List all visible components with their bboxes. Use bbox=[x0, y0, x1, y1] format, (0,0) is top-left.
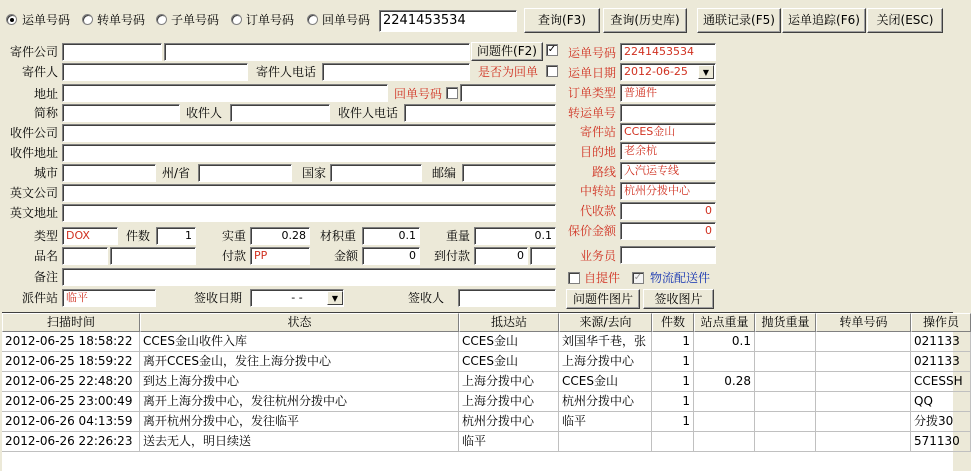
receiver-phone-label: 收件人电话 bbox=[338, 106, 399, 120]
radio-return-no[interactable] bbox=[307, 14, 318, 25]
cell-source-dest: 临平 bbox=[559, 412, 652, 432]
radio-return-no-label: 回单号码 bbox=[322, 13, 371, 27]
cell-pieces bbox=[652, 432, 694, 452]
short-name-field[interactable] bbox=[62, 104, 180, 122]
volweight-label: 材积重 bbox=[320, 229, 357, 243]
cell-bulk-weight bbox=[755, 392, 816, 412]
city-label: 城市 bbox=[33, 166, 58, 180]
cell-station-weight bbox=[694, 352, 755, 372]
is-return-checkbox[interactable] bbox=[546, 65, 558, 77]
sender-field[interactable] bbox=[62, 63, 248, 81]
cell-operator: 分拨30 bbox=[911, 412, 971, 432]
transfer-label: 转运单号 bbox=[567, 106, 616, 120]
remark-field[interactable] bbox=[62, 268, 556, 286]
goods-code-field[interactable] bbox=[62, 247, 108, 265]
cell-operator: QQ bbox=[911, 392, 971, 412]
cell-status: 到达上海分拨中心 bbox=[140, 372, 459, 392]
cell-bulk-weight bbox=[755, 332, 816, 352]
pieces-field[interactable]: 1 bbox=[156, 227, 196, 245]
cell-source-dest: 上海分拨中心 bbox=[559, 352, 652, 372]
pay-field[interactable]: PP bbox=[250, 247, 310, 265]
state-field[interactable] bbox=[198, 164, 292, 182]
cell-transfer-no bbox=[816, 412, 911, 432]
signer-label: 签收人 bbox=[408, 291, 445, 305]
cell-bulk-weight bbox=[755, 412, 816, 432]
radio-transfer-no-label: 转单号码 bbox=[97, 13, 146, 27]
tracking-table bbox=[2, 312, 963, 471]
order-type-label: 订单类型 bbox=[567, 86, 616, 100]
radio-order-no-label: 订单号码 bbox=[246, 13, 295, 27]
chargeweight-field[interactable]: 0.1 bbox=[474, 227, 556, 245]
en-company-field[interactable] bbox=[62, 184, 556, 202]
cod-extra-field[interactable] bbox=[530, 247, 556, 265]
header-pieces[interactable]: 件数 bbox=[652, 313, 694, 332]
cell-bulk-weight bbox=[755, 352, 816, 372]
volweight-field[interactable]: 0.1 bbox=[362, 227, 420, 245]
route-label: 路线 bbox=[591, 165, 616, 179]
insured-label: 保价金额 bbox=[567, 224, 616, 238]
cell-arrival: 临平 bbox=[459, 432, 559, 452]
zip-label: 邮编 bbox=[432, 166, 457, 180]
return-no-field[interactable] bbox=[460, 84, 556, 102]
type-label: 类型 bbox=[33, 229, 58, 243]
cell-station-weight bbox=[694, 432, 755, 452]
cell-transfer-no bbox=[816, 392, 911, 412]
transit-label: 中转站 bbox=[579, 184, 616, 198]
sender-phone-field[interactable] bbox=[322, 63, 470, 81]
sender-company-field[interactable] bbox=[164, 43, 470, 61]
chevron-down-icon[interactable]: ▼ bbox=[327, 291, 343, 305]
type-field[interactable]: DOX bbox=[62, 227, 118, 245]
sender-label: 寄件人 bbox=[21, 65, 58, 79]
waybill-label: 运单号码 bbox=[567, 46, 616, 60]
send-station-label: 寄件站 bbox=[579, 125, 616, 139]
transfer-field[interactable] bbox=[620, 104, 716, 122]
cell-scan-time: 2012-06-26 22:26:23 bbox=[2, 432, 140, 452]
amount-label: 金额 bbox=[334, 249, 359, 263]
goods-label: 品名 bbox=[33, 249, 58, 263]
cell-transfer-no bbox=[816, 352, 911, 372]
cell-operator: 571130 bbox=[911, 432, 971, 452]
return-no-label: 回单号码 bbox=[394, 87, 443, 101]
radio-transfer-no[interactable] bbox=[82, 14, 93, 25]
header-source-dest[interactable]: 来源/去向 bbox=[559, 313, 652, 332]
header-arrival[interactable]: 抵达站 bbox=[459, 313, 559, 332]
receiver-label: 收件人 bbox=[186, 106, 223, 120]
cell-pieces: 1 bbox=[652, 372, 694, 392]
cell-station-weight bbox=[694, 412, 755, 432]
radio-order-no[interactable] bbox=[231, 14, 242, 25]
cell-scan-time: 2012-06-25 23:00:49 bbox=[2, 392, 140, 412]
cell-source-dest: 刘国华千巷，张 bbox=[559, 332, 652, 352]
cell-transfer-no bbox=[816, 332, 911, 352]
signer-field[interactable] bbox=[458, 289, 556, 307]
state-label: 州/省 bbox=[162, 166, 191, 180]
self-pick-checkbox[interactable] bbox=[568, 272, 580, 284]
remark-label: 备注 bbox=[33, 270, 58, 284]
cell-arrival: 上海分拨中心 bbox=[459, 392, 559, 412]
date-field[interactable]: 2012-06-25 bbox=[620, 63, 716, 81]
waybill-track-button[interactable]: 运单追踪(F6) bbox=[782, 8, 866, 33]
logistics-label: 物流配送件 bbox=[650, 271, 711, 285]
country-field[interactable] bbox=[330, 164, 422, 182]
waybill-field[interactable]: 2241453534 bbox=[620, 43, 716, 61]
cell-transfer-no bbox=[816, 432, 911, 452]
cell-arrival: 杭州分拨中心 bbox=[459, 412, 559, 432]
sign-image-button[interactable]: 签收图片 bbox=[643, 289, 714, 309]
problem-button[interactable]: 问题件(F2) bbox=[471, 42, 543, 61]
sender-phone-label: 寄件人电话 bbox=[256, 65, 317, 79]
cell-operator: 021133 bbox=[911, 352, 971, 372]
header-status[interactable]: 状态 bbox=[140, 313, 459, 332]
country-label: 国家 bbox=[302, 166, 327, 180]
self-pick-label: 自提件 bbox=[584, 271, 621, 285]
recv-address-field[interactable] bbox=[62, 144, 556, 162]
problem-checkbox[interactable]: ✓ bbox=[547, 44, 557, 55]
date-label: 运单日期 bbox=[567, 66, 616, 80]
close-button[interactable]: 关闭(ESC) bbox=[867, 8, 943, 33]
cell-scan-time: 2012-06-25 18:58:22 bbox=[2, 332, 140, 352]
transit-field[interactable]: 杭州分拨中心 bbox=[620, 182, 716, 200]
dispatch-label: 派件站 bbox=[21, 291, 58, 305]
cell-scan-time: 2012-06-25 22:48:20 bbox=[2, 372, 140, 392]
goods-field[interactable] bbox=[110, 247, 196, 265]
cell-station-weight: 0.1 bbox=[694, 332, 755, 352]
receiver-field[interactable] bbox=[230, 104, 330, 122]
staff-field[interactable] bbox=[620, 246, 716, 264]
weight-label: 实重 bbox=[222, 229, 247, 243]
cell-transfer-no bbox=[816, 372, 911, 392]
radio-waybill-no[interactable] bbox=[6, 14, 17, 25]
cell-source-dest: 杭州分拨中心 bbox=[559, 392, 652, 412]
header-bulk-weight[interactable]: 抛货重量 bbox=[755, 313, 816, 332]
cell-bulk-weight bbox=[755, 372, 816, 392]
short-name-label: 简称 bbox=[33, 106, 58, 120]
radio-sub-no[interactable] bbox=[156, 14, 167, 25]
send-station-field[interactable]: CCES金山 bbox=[620, 123, 716, 141]
date-dropdown-icon[interactable]: ▼ bbox=[698, 65, 714, 79]
query-input[interactable]: 2241453534 bbox=[379, 10, 517, 32]
en-address-label: 英文地址 bbox=[9, 206, 58, 220]
is-return-label: 是否为回单 bbox=[478, 65, 539, 79]
cell-status: 离开杭州分拨中心，发往临平 bbox=[140, 412, 459, 432]
dispatch-field[interactable]: 临平 bbox=[62, 289, 156, 307]
contact-records-button[interactable]: 通联记录(F5) bbox=[697, 8, 781, 33]
cell-pieces: 1 bbox=[652, 332, 694, 352]
cell-source-dest: CCES金山 bbox=[559, 372, 652, 392]
cell-scan-time: 2012-06-26 04:13:59 bbox=[2, 412, 140, 432]
cod-label: 到付款 bbox=[434, 249, 471, 263]
address-field[interactable] bbox=[62, 84, 388, 102]
sign-date-value: - - bbox=[291, 291, 303, 304]
order-type-field[interactable]: 普通件 bbox=[620, 84, 716, 102]
recv-company-label: 收件公司 bbox=[9, 126, 58, 140]
logistics-checkbox[interactable]: ✓ bbox=[633, 272, 643, 283]
cell-operator: CCESSH bbox=[911, 372, 971, 392]
cell-arrival: 上海分拨中心 bbox=[459, 372, 559, 392]
chargeweight-label: 重量 bbox=[446, 229, 471, 243]
collect-field[interactable]: 0 bbox=[620, 202, 716, 220]
sender-company-label: 寄件公司 bbox=[9, 45, 58, 59]
dest-label: 目的地 bbox=[579, 145, 616, 159]
insured-field[interactable]: 0 bbox=[620, 222, 716, 240]
cell-arrival: CCES金山 bbox=[459, 332, 559, 352]
amount-field[interactable]: 0 bbox=[362, 247, 420, 265]
cell-bulk-weight bbox=[755, 432, 816, 452]
cell-pieces: 1 bbox=[652, 392, 694, 412]
pay-label: 付款 bbox=[222, 249, 247, 263]
zip-field[interactable] bbox=[462, 164, 556, 182]
cell-status: CCES金山收件入库 bbox=[140, 332, 459, 352]
receiver-phone-field[interactable] bbox=[404, 104, 556, 122]
radio-waybill-no-label: 运单号码 bbox=[22, 13, 71, 27]
return-no-checkbox[interactable] bbox=[446, 87, 458, 99]
city-field[interactable] bbox=[62, 164, 156, 182]
cell-pieces: 1 bbox=[652, 352, 694, 372]
weight-field[interactable]: 0.28 bbox=[250, 227, 310, 245]
collect-label: 代收款 bbox=[579, 204, 616, 218]
cell-source-dest bbox=[559, 432, 652, 452]
header-scan-time[interactable]: 扫描时间 bbox=[2, 313, 140, 332]
recv-company-field[interactable] bbox=[62, 124, 556, 142]
en-address-field[interactable] bbox=[62, 204, 556, 222]
sign-date-label: 签收日期 bbox=[194, 291, 243, 305]
dest-field[interactable]: 老余杭 bbox=[620, 142, 716, 160]
address-label: 地址 bbox=[33, 87, 58, 101]
cod-field[interactable]: 0 bbox=[474, 247, 528, 265]
cell-status: 离开CCES金山，发往上海分拨中心 bbox=[140, 352, 459, 372]
cell-operator: 021133 bbox=[911, 332, 971, 352]
route-field[interactable]: 入汽运专线 bbox=[620, 162, 716, 180]
query-history-button[interactable]: 查询(历史库) bbox=[603, 8, 687, 33]
query-button[interactable]: 查询(F3) bbox=[524, 8, 600, 33]
cell-arrival: CCES金山 bbox=[459, 352, 559, 372]
cell-status: 送去无人，明日续送 bbox=[140, 432, 459, 452]
cell-station-weight bbox=[694, 392, 755, 412]
header-transfer-no[interactable]: 转单号码 bbox=[816, 313, 911, 332]
problem-image-button[interactable]: 问题件图片 bbox=[566, 289, 640, 309]
header-operator[interactable]: 操作员 bbox=[911, 313, 971, 332]
recv-address-label: 收件地址 bbox=[9, 146, 58, 160]
radio-sub-no-label: 子单号码 bbox=[171, 13, 220, 27]
cell-pieces: 1 bbox=[652, 412, 694, 432]
cell-status: 离开上海分拨中心，发往杭州分拨中心 bbox=[140, 392, 459, 412]
sender-company-code-field[interactable] bbox=[62, 43, 162, 61]
header-station-weight[interactable]: 站点重量 bbox=[694, 313, 755, 332]
cell-station-weight: 0.28 bbox=[694, 372, 755, 392]
cell-scan-time: 2012-06-25 18:59:22 bbox=[2, 352, 140, 372]
staff-label: 业务员 bbox=[579, 249, 616, 263]
pieces-label: 件数 bbox=[126, 229, 151, 243]
en-company-label: 英文公司 bbox=[9, 186, 58, 200]
